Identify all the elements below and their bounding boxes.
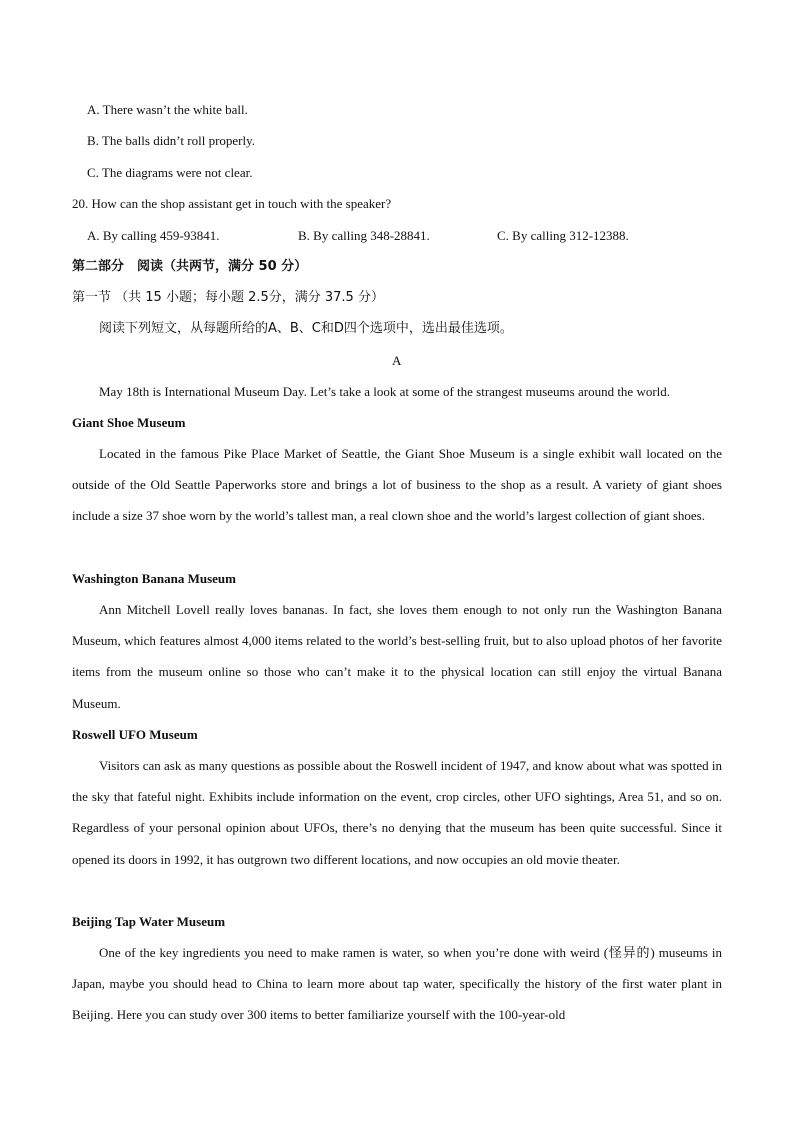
q20-option-a: A. By calling 459-93841. [87, 228, 220, 243]
section1-title: 第一节 （共 15 小题；每小题 2.5分，满分 37.5 分） [72, 290, 384, 305]
q20-options [87, 228, 687, 244]
museum-text-shoe: Located in the famous Pike Place Market of Seattle, the Giant Shoe Museum is a single exhibit wall located on the outside of the Old Seattle Paperworks store and brings a lot of business to the shop as a result. A variety of giant shoes include a size 37 shoe worn by the world’s tallest man, a real clown shoe and the world’s largest collection of giant shoes. [72, 446, 722, 524]
museum-heading-banana: Washington Banana Museum [72, 571, 236, 586]
museum-heading-ufo: Roswell UFO Museum [72, 727, 198, 742]
q20-option-c: C. By calling 312-12388. [497, 228, 629, 243]
q20-option-b: B. By calling 348-28841. [298, 228, 430, 243]
passage-intro: May 18th is International Museum Day. Let’s take a look at some of the strangest museums around the world. [99, 384, 671, 399]
part2-title: 第二部分 阅读（共两节，满分 50 分） [72, 259, 308, 274]
q19-option-b: B. The balls didn’t roll properly. [87, 133, 256, 148]
passage-letter: A [392, 353, 402, 368]
q20-question: 20. How can the shop assistant get in touch with the speaker? [72, 196, 392, 211]
museum-heading-tap-water: Beijing Tap Water Museum [72, 914, 226, 929]
museum-text-tap-water: One of the key ingredients you need to make ramen is water, so when you’re done with weird (怪异的) museums in Japan, maybe you should head to China to learn more about tap water, specifically the history of the first water plant in Beijing. Here you can study over 300 items to better familiarize yourself with the 100-year-old [72, 945, 722, 1023]
q19-option-c: C. The diagrams were not clear. [87, 165, 253, 180]
q19-option-a: A. There wasn’t the white ball. [87, 102, 248, 117]
reading-instruction: 阅读下列短文，从每题所给的A、B、C和D四个选项中，选出最佳选项。 [99, 321, 513, 336]
museum-text-ufo: Visitors can ask as many questions as possible about the Roswell incident of 1947, and know about what was spotted in the sky that fateful night. Exhibits include information on the event, crop circles, other UFO sightings, Area 51, and so on. Regardless of your personal opinion about UFOs, there’s no denying that the museum has been quite successful. Since it opened its doors in 1992, it has outgrown two different locations, and now occupies an old movie theater. [72, 758, 722, 867]
museum-text-banana: Ann Mitchell Lovell really loves bananas. In fact, she loves them enough to not only run the Washington Banana Museum, which features almost 4,000 items related to the world’s best-selling fruit, but to also upload photos of her favorite items from the museum online so those who can’t make it to the physical location can still enjoy the virtual Banana Museum. [72, 602, 722, 711]
museum-heading-shoe: Giant Shoe Museum [72, 415, 186, 430]
